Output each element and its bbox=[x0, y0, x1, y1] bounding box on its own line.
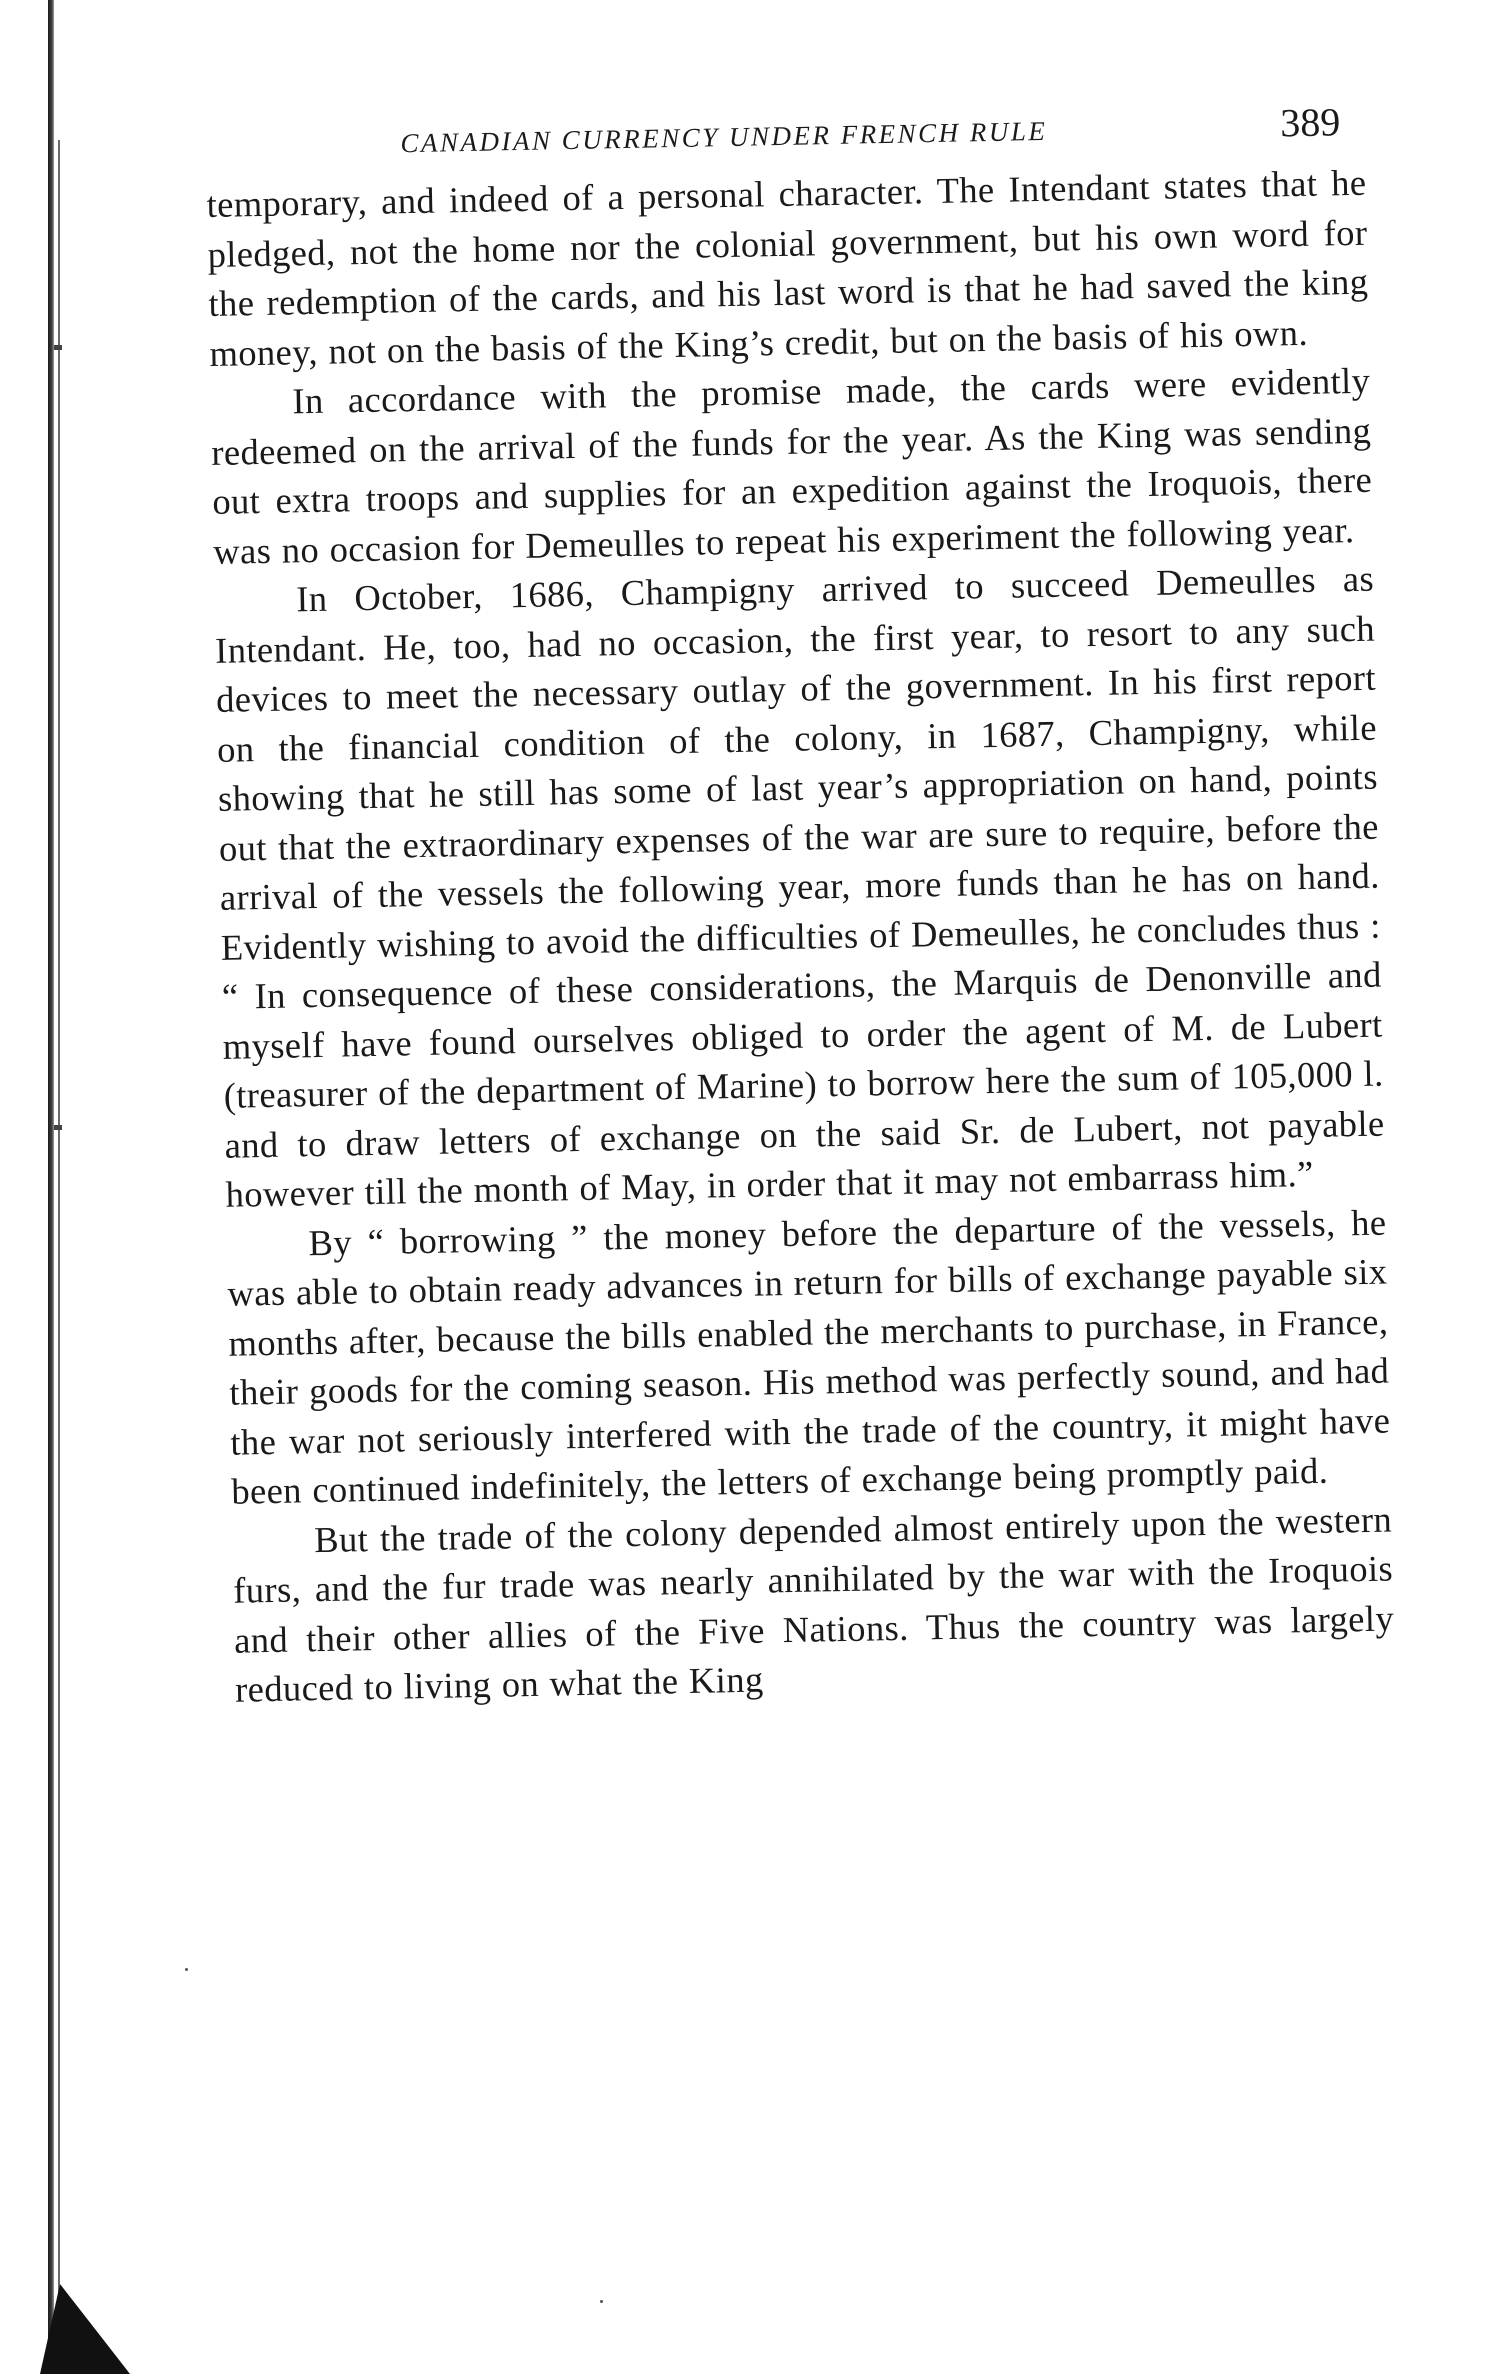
body-text bbox=[206, 158, 1395, 1714]
paragraph: But the trade of the colony depended almost entirely upon the western furs, and the fur trade was nearly annihilated by the war with the Iroquois and their other allies of the Five Nations. Thus the country was largely reduced to living on what the King bbox=[232, 1497, 1395, 1710]
binding-edge bbox=[48, 0, 54, 2374]
gutter-mark bbox=[54, 345, 62, 350]
paragraph: In October, 1686, Champigny arrived to succeed Demeulles as Intendant. He, too, had no occasion, the first year, to resort to any such devices to meet the necessary outlay of the government. In his first report on the financial condition of the colony, in 1687, Champigny, while showing that he still has some of last year’s appropriation on hand, points out that the extraordinary expenses of the war are sure to require, before the arrival of the vessels the following year, more funds than he has on hand. Evidently wishing to avoid the difficulties of Demeulles, he concludes thus : “ In consequence of these considerations, the Marquis de Denonville and myself have found ourselves obliged to order the agent of M. de Lubert (treasurer of the department of Marine) to borrow here the sum of 105,000 l. and to draw letters of exchange on the said Sr. de Lubert, not payable however till the month of May, in order that it may not embarrass him.” bbox=[214, 557, 1385, 1215]
paragraph: By “ borrowing ” the money before the departure of the vessels, he was able to obtain ready advances in return for bills of exchange payable six months after, because the bills enabled the merchants to purchase, in France, their goods for the coming season. His method was perfectly sound, and had the war not seriously interfered with the trade of the country, it might have been continued indefinitely, the letters of exchange being promptly paid. bbox=[227, 1201, 1391, 1512]
binding-edge-inner bbox=[58, 140, 60, 2374]
running-title: CANADIAN CURRENCY UNDER FRENCH RULE bbox=[400, 115, 1048, 159]
binding-corner-shadow bbox=[40, 2284, 130, 2374]
gutter-mark bbox=[54, 1125, 62, 1130]
book-page bbox=[205, 98, 1395, 1714]
page-number: 389 bbox=[1279, 99, 1341, 146]
paragraph: In accordance with the promise made, the cards were evidently redeemed on the arrival of the funds for the year. As the King was sending out extra troops and supplies for an expedition against the Iroquois, there was no occasion for Demeulles to repeat his experiment the following year. bbox=[210, 359, 1373, 572]
paragraph: temporary, and indeed of a personal character. The Intendant states that he pledged, not the home nor the colonial government, but his own word for the redemption of the cards, and his last word is that he had saved the king money, not on the basis of the King’s credit, but on the basis of his own. bbox=[206, 161, 1369, 374]
